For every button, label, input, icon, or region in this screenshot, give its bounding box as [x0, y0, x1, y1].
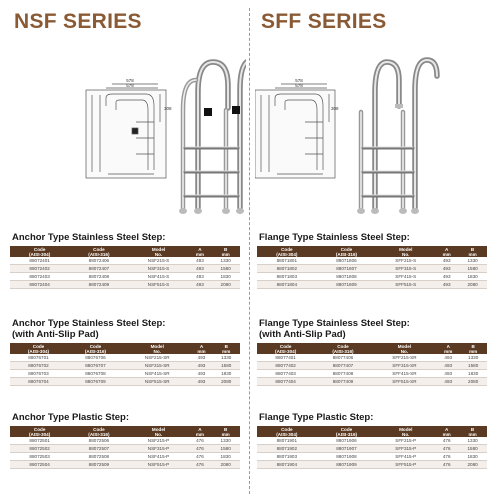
table-header-row: Code (AISI-304) Code (AISI-316) Model No. A mm B mm — [257, 426, 487, 437]
dim-label-h1: 308 — [164, 106, 172, 111]
section-title: Flange Type Stainless Steel Step: — [259, 318, 410, 329]
table-row: 88076703 88076708 NSF415-SR 493 1830 — [10, 370, 240, 378]
table-section-3 — [8, 412, 246, 469]
spec-table — [10, 343, 240, 386]
table-row: 88072502 88072507 NSF315-P 476 1580 — [10, 445, 240, 453]
section-subtitle: (with Anti-Slip Pad) — [259, 329, 346, 340]
table-row: 88071802 88071807 SFF315-S 493 1580 — [257, 265, 487, 273]
table-row: 88076702 88076707 NSF315-SR 493 1580 — [10, 362, 240, 370]
spec-table — [257, 426, 487, 469]
series-title: SFF SERIES — [261, 10, 387, 33]
section-subtitle: (with Anti-Slip Pad) — [12, 329, 99, 340]
ladder-figure — [255, 50, 493, 225]
table-row: 88077402 88077407 SFF315-SR 493 1580 — [257, 362, 487, 370]
spec-table — [10, 246, 240, 289]
spec-table — [257, 343, 487, 386]
table-row: 88072503 88072508 NSF415-P 476 1830 — [10, 453, 240, 461]
nsf-column — [8, 0, 246, 500]
section-title: Anchor Type Plastic Step: — [12, 412, 130, 423]
column-divider — [249, 8, 250, 494]
table-row: 88072403 88072408 NSF415-S 493 1830 — [10, 273, 240, 281]
dim-label-h1: 308 — [331, 106, 339, 111]
table-row: 88072504 88072509 NSF515-P 476 2080 — [10, 461, 240, 469]
dim-label-w1: 578 — [295, 78, 303, 83]
ladder-photo — [357, 60, 437, 214]
table-row: 88072501 88072506 NSF215-P 476 1330 — [10, 437, 240, 445]
table-row: 88071903 88071908 SFF415-P 476 1830 — [257, 453, 487, 461]
table-section-1 — [255, 232, 493, 289]
section-title: Flange Type Stainless Steel Step: — [259, 232, 410, 243]
table-row: 88071902 88071907 SFF315-P 476 1580 — [257, 445, 487, 453]
table-row: 88071801 88071806 SFF215-S 493 1330 — [257, 257, 487, 265]
table-row: 88076701 88076706 NSF215-SR 493 1330 — [10, 354, 240, 362]
ladder-figure — [8, 50, 246, 225]
table-header-row: Code (AISI-304) Code (AISI-316) Model No. A mm B mm — [10, 246, 240, 257]
table-row: 88077404 88077409 SFF515-SR 493 2080 — [257, 378, 487, 386]
table-row: 88072401 88072406 NSF215-S 493 1330 — [10, 257, 240, 265]
table-row: 88077403 88077408 SFF415-SR 493 1830 — [257, 370, 487, 378]
technical-drawing — [255, 84, 335, 178]
table-header-row: Code (AISI-304) Code (AISI-316) Model No. A mm B mm — [10, 343, 240, 354]
spec-table — [10, 426, 240, 469]
table-header-row: Code (AISI-304) Code (AISI-316) Model No. A mm B mm — [257, 343, 487, 354]
dim-label-w1: 578 — [126, 78, 134, 83]
table-section-2 — [255, 318, 493, 386]
table-row: 88071804 88071809 SFF515-S 493 2080 — [257, 281, 487, 289]
sff-column — [255, 0, 493, 500]
table-row: 88077401 88077406 SFF215-SR 493 1330 — [257, 354, 487, 362]
dim-label-w2: 578 — [126, 83, 134, 88]
dim-label-w2: 578 — [295, 83, 303, 88]
table-row: 88071803 88071808 SFF415-S 493 1830 — [257, 273, 487, 281]
table-header-row: Code (AISI-304) Code (AISI-316) Model No. A mm B mm — [257, 246, 487, 257]
table-section-2 — [8, 318, 246, 386]
table-row: 88072402 88072407 NSF315-S 493 1580 — [10, 265, 240, 273]
table-row: 88072404 88072409 NSF515-S 493 2080 — [10, 281, 240, 289]
section-title: Flange Type Plastic Step: — [259, 412, 374, 423]
table-header-row: Code (AISI-304) Code (AISI-316) Model No. A mm B mm — [10, 426, 240, 437]
table-row: 88071904 88071909 SFF515-P 476 2080 — [257, 461, 487, 469]
table-section-1 — [8, 232, 246, 289]
section-title: Anchor Type Stainless Steel Step: — [12, 232, 166, 243]
table-row: 88071901 88071906 SFF215-P 476 1330 — [257, 437, 487, 445]
spec-table — [257, 246, 487, 289]
section-title: Anchor Type Stainless Steel Step: — [12, 318, 166, 329]
table-section-3 — [255, 412, 493, 469]
technical-drawing — [86, 84, 166, 178]
series-title: NSF SERIES — [14, 10, 142, 33]
table-row: 88076704 88076709 NSF515-SR 493 2080 — [10, 378, 240, 386]
ladder-photo — [179, 60, 246, 214]
